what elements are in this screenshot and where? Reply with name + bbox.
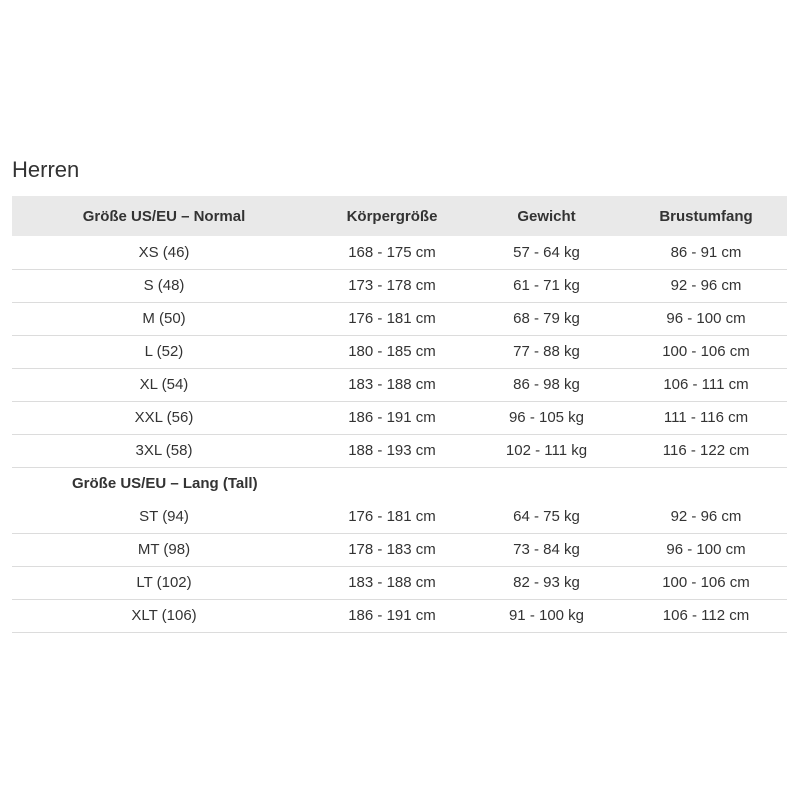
size-cell: LT (102) <box>136 574 192 591</box>
weight-cell: 96 - 105 kg <box>508 409 585 426</box>
size-cell: ST (94) <box>139 507 189 525</box>
header-weight: Gewicht <box>517 207 576 225</box>
table-row <box>12 401 787 434</box>
height-cell: 176 - 181 cm <box>348 507 436 525</box>
tall-section-label: Größe US/EU – Lang (Tall) <box>72 475 258 493</box>
height-cell: 176 - 181 cm <box>348 310 436 327</box>
weight-cell: 73 - 84 kg <box>513 541 580 558</box>
size-cell: XLT (106) <box>131 607 197 624</box>
weight-cell: 68 - 79 kg <box>513 310 580 327</box>
table-row <box>12 236 787 269</box>
height-cell: 188 - 193 cm <box>348 442 436 459</box>
weight-cell: 61 - 71 kg <box>513 277 580 294</box>
chest-cell: 100 - 106 cm <box>662 343 750 360</box>
weight-cell: 77 - 88 kg <box>513 343 580 360</box>
header-size-normal: Größe US/EU – Normal <box>82 207 246 225</box>
height-cell: 178 - 183 cm <box>348 541 436 558</box>
height-cell: 183 - 188 cm <box>348 376 436 393</box>
table-row <box>12 302 787 335</box>
size-cell: L (52) <box>144 343 184 360</box>
weight-cell: 86 - 98 kg <box>513 376 580 393</box>
height-cell: 173 - 178 cm <box>348 277 436 294</box>
weight-cell: 82 - 93 kg <box>513 574 580 591</box>
weight-cell: 57 - 64 kg <box>513 243 580 261</box>
tall-section-row <box>12 467 787 500</box>
size-cell: XL (54) <box>139 376 189 393</box>
height-cell: 186 - 191 cm <box>348 409 436 426</box>
header-body-height: Körpergröße <box>346 207 438 225</box>
size-cell: S (48) <box>143 277 185 294</box>
table-row <box>12 434 787 467</box>
chest-cell: 92 - 96 cm <box>670 277 742 294</box>
table-row <box>12 269 787 302</box>
height-cell: 180 - 185 cm <box>348 343 436 360</box>
table-row <box>12 599 787 632</box>
size-chart-table <box>12 196 787 633</box>
chest-cell: 96 - 100 cm <box>666 541 746 558</box>
table-row <box>12 335 787 368</box>
table-header-row <box>12 196 787 236</box>
chest-cell: 106 - 111 cm <box>663 376 749 393</box>
height-cell: 186 - 191 cm <box>348 607 436 624</box>
page-title: Herren <box>12 157 80 182</box>
size-cell: M (50) <box>142 310 186 327</box>
table-row <box>12 566 787 599</box>
chest-cell: 106 - 112 cm <box>662 607 750 624</box>
chest-cell: 111 - 116 cm <box>663 409 749 426</box>
height-cell: 168 - 175 cm <box>348 243 436 261</box>
table-row <box>12 368 787 401</box>
chest-cell: 92 - 96 cm <box>670 507 742 525</box>
weight-cell: 91 - 100 kg <box>508 607 585 624</box>
height-cell: 183 - 188 cm <box>348 574 436 591</box>
chest-cell: 86 - 91 cm <box>670 243 742 261</box>
chest-cell: 100 - 106 cm <box>662 574 750 591</box>
size-cell: XXL (56) <box>134 409 194 426</box>
size-cell: MT (98) <box>137 541 191 558</box>
chest-cell: 96 - 100 cm <box>666 310 746 327</box>
header-chest: Brustumfang <box>659 207 753 225</box>
size-cell: 3XL (58) <box>135 442 193 459</box>
size-cell: XS (46) <box>138 243 190 261</box>
chest-cell: 116 - 122 cm <box>662 442 750 459</box>
table-row <box>12 533 787 566</box>
table-row <box>12 500 787 533</box>
weight-cell: 102 - 111 kg <box>505 442 588 459</box>
weight-cell: 64 - 75 kg <box>513 507 580 525</box>
